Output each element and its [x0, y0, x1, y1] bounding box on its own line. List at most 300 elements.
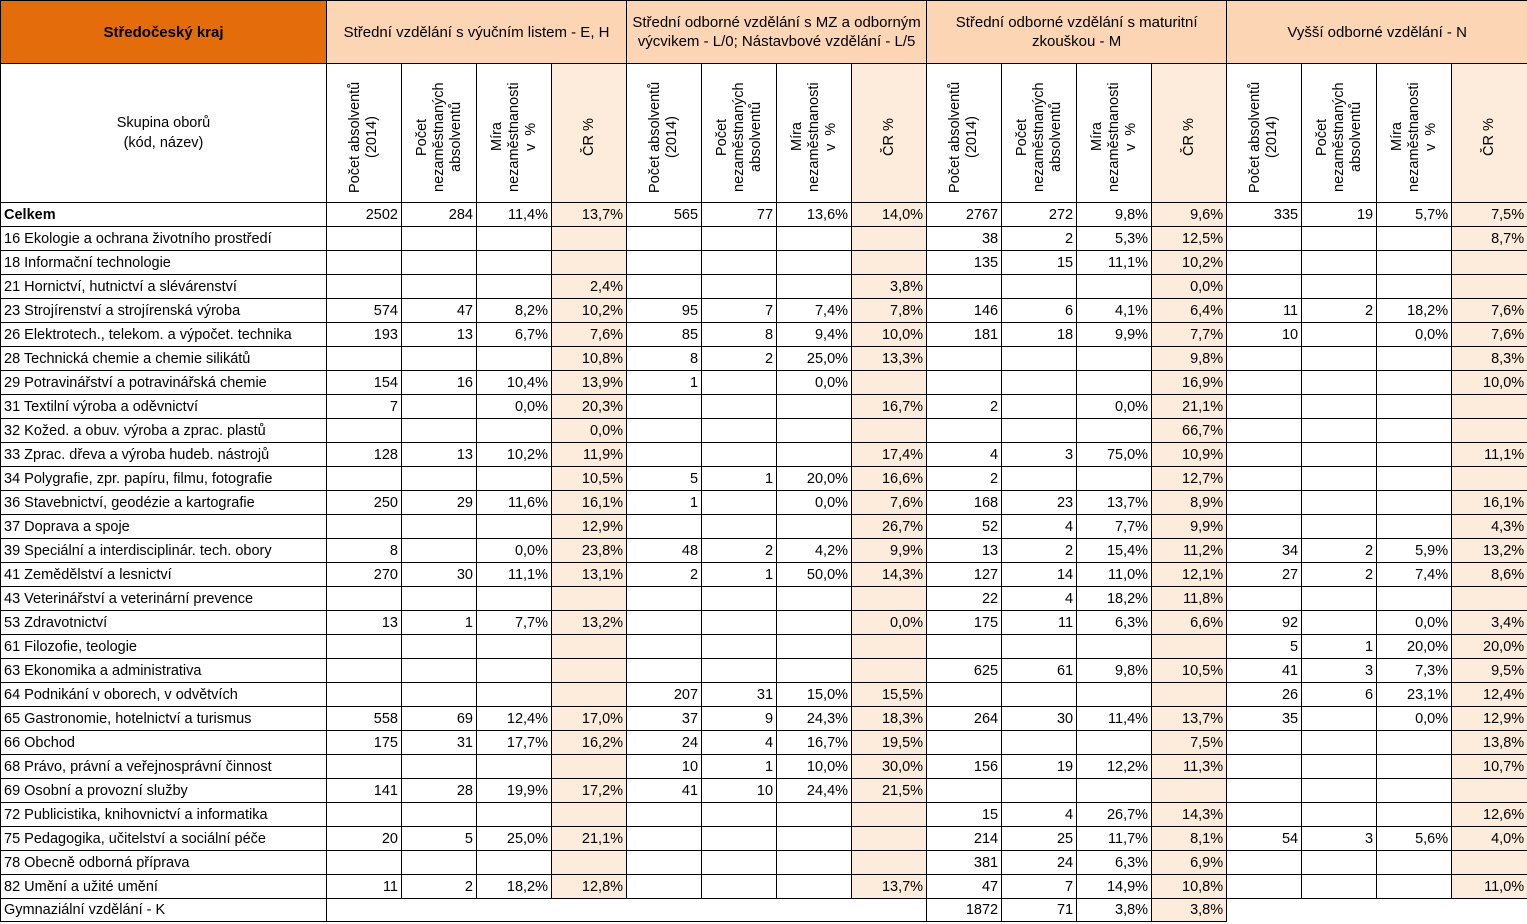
cell-m-cr-procent: 9,8%	[1152, 347, 1227, 371]
cell-n-mira-nezamestnanosti	[1377, 803, 1452, 827]
table-row	[1, 299, 1527, 323]
cell-l-pocet-nezamestnanych	[702, 875, 777, 899]
cell-m-cr-procent: 13,7%	[1152, 707, 1227, 731]
cell-m-mira-nezamestnanosti: 7,7%	[1077, 515, 1152, 539]
cell-eh-cr-procent: 0,0%	[552, 419, 627, 443]
cell-eh-pocet-absolventu: 154	[327, 371, 402, 395]
cell-n-pocet-absolventu	[1227, 443, 1302, 467]
cell-n-pocet-absolventu: 34	[1227, 539, 1302, 563]
cell-l-pocet-absolventu	[627, 587, 702, 611]
cell-n-mira-nezamestnanosti	[1377, 467, 1452, 491]
cell-n-mira-nezamestnanosti: 20,0%	[1377, 635, 1452, 659]
cell-m-pocet-nezamestnanych: 3	[1002, 443, 1077, 467]
cell-eh-cr-procent: 13,7%	[552, 203, 627, 227]
cell-n-pocet-absolventu	[1227, 587, 1302, 611]
cell-m-cr-procent: 10,2%	[1152, 251, 1227, 275]
row-label: 32 Kožed. a obuv. výroba a zprac. plastů	[1, 419, 327, 443]
table-row	[1, 803, 1527, 827]
cell-m-pocet-absolventu: 381	[927, 851, 1002, 875]
cell-l-cr-procent: 16,6%	[852, 467, 927, 491]
cell-m-pocet-absolventu: 52	[927, 515, 1002, 539]
cell-n-cr-procent: 9,5%	[1452, 659, 1527, 683]
cell-l-pocet-nezamestnanych: 8	[702, 323, 777, 347]
cell-n-cr-procent: 10,7%	[1452, 755, 1527, 779]
cell-m-pocet-absolventu: 13	[927, 539, 1002, 563]
cell-m-pocet-nezamestnanych: 18	[1002, 323, 1077, 347]
cell-m-mira-nezamestnanosti: 14,9%	[1077, 875, 1152, 899]
cell-eh-mira-nezamestnanosti: 19,9%	[477, 779, 552, 803]
cell-l-pocet-absolventu: 24	[627, 731, 702, 755]
cell-eh-pocet-absolventu: 7	[327, 395, 402, 419]
subheader-text: ČR %	[1481, 118, 1498, 156]
cell-m-pocet-nezamestnanych: 25	[1002, 827, 1077, 851]
table-row	[1, 395, 1527, 419]
cell-eh-cr-procent: 13,2%	[552, 611, 627, 635]
subheader-text: Míra nezaměstnanosti v %	[1388, 82, 1439, 192]
cell-m-pocet-nezamestnanych	[1002, 395, 1077, 419]
cell-eh-pocet-nezamestnanych: 16	[402, 371, 477, 395]
cell-l-pocet-nezamestnanych	[702, 827, 777, 851]
cell-m-pocet-nezamestnanych: 4	[1002, 587, 1077, 611]
cell-l-pocet-nezamestnanych	[702, 419, 777, 443]
cell-m-pocet-absolventu: 181	[927, 323, 1002, 347]
group-header-eh: Střední vzdělání s výučním listem - E, H	[327, 1, 627, 64]
cell-l-mira-nezamestnanosti: 7,4%	[777, 299, 852, 323]
cell-n-mira-nezamestnanosti	[1377, 875, 1452, 899]
cell-m-cr-procent: 12,7%	[1152, 467, 1227, 491]
cell-n-mira-nezamestnanosti	[1377, 347, 1452, 371]
cell-n-pocet-absolventu	[1227, 251, 1302, 275]
cell-m-mira-nezamestnanosti: 0,0%	[1077, 395, 1152, 419]
subheader-n-mira-nezamestnanosti	[1377, 64, 1452, 203]
cell-eh-cr-procent	[552, 227, 627, 251]
cell-eh-mira-nezamestnanosti: 17,7%	[477, 731, 552, 755]
table-row	[1, 515, 1527, 539]
cell-n-pocet-absolventu	[1227, 731, 1302, 755]
cell-n-mira-nezamestnanosti	[1377, 491, 1452, 515]
cell-eh-pocet-nezamestnanych: 47	[402, 299, 477, 323]
cell-n-cr-procent	[1452, 419, 1527, 443]
cell-n-pocet-nezamestnanych: 3	[1302, 827, 1377, 851]
cell-m-cr-procent: 14,3%	[1152, 803, 1227, 827]
cell-m-cr-procent: 10,5%	[1152, 659, 1227, 683]
row-label: Celkem	[1, 203, 327, 227]
subheader-l-mira-nezamestnanosti	[777, 64, 852, 203]
cell-eh-mira-nezamestnanosti: 12,4%	[477, 707, 552, 731]
cell-n-mira-nezamestnanosti	[1377, 395, 1452, 419]
subheader-l-cr-procent	[852, 64, 927, 203]
row-label: 75 Pedagogika, učitelství a sociální péče	[1, 827, 327, 851]
cell-m-mira-nezamestnanosti	[1077, 275, 1152, 299]
cell-eh-cr-procent: 20,3%	[552, 395, 627, 419]
cell-n-cr-procent: 8,6%	[1452, 563, 1527, 587]
cell-eh-pocet-nezamestnanych	[402, 395, 477, 419]
cell-eh-pocet-nezamestnanych: 284	[402, 203, 477, 227]
subheader-n-cr-procent	[1452, 64, 1527, 203]
cell-l-cr-procent	[852, 371, 927, 395]
cell-m-pocet-nezamestnanych	[1002, 347, 1077, 371]
row-label: 37 Doprava a spoje	[1, 515, 327, 539]
cell-m-pocet-absolventu	[927, 371, 1002, 395]
cell-eh-mira-nezamestnanosti	[477, 227, 552, 251]
row-label: 66 Obchod	[1, 731, 327, 755]
cell-n-pocet-absolventu	[1227, 491, 1302, 515]
cell-n-pocet-nezamestnanych	[1302, 491, 1377, 515]
cell-n-mira-nezamestnanosti	[1377, 515, 1452, 539]
cell-n-cr-procent: 11,0%	[1452, 875, 1527, 899]
gymnasium-cell-cr-procent: 3,8%	[1152, 899, 1227, 922]
cell-n-cr-procent: 7,5%	[1452, 203, 1527, 227]
cell-eh-cr-procent	[552, 803, 627, 827]
cell-l-cr-procent: 21,5%	[852, 779, 927, 803]
cell-eh-pocet-nezamestnanych	[402, 683, 477, 707]
cell-l-mira-nezamestnanosti	[777, 659, 852, 683]
row-label: 29 Potravinářství a potravinářská chemie	[1, 371, 327, 395]
cell-eh-pocet-absolventu	[327, 635, 402, 659]
cell-m-pocet-nezamestnanych	[1002, 635, 1077, 659]
subheader-m-pocet-nezamestnanych	[1002, 64, 1077, 203]
cell-n-pocet-nezamestnanych	[1302, 611, 1377, 635]
subheader-text: Míra nezaměstnanosti v %	[488, 82, 539, 192]
cell-n-mira-nezamestnanosti	[1377, 371, 1452, 395]
cell-m-cr-procent: 9,6%	[1152, 203, 1227, 227]
cell-l-cr-procent	[852, 659, 927, 683]
cell-m-mira-nezamestnanosti	[1077, 467, 1152, 491]
cell-l-pocet-absolventu: 1	[627, 371, 702, 395]
cell-m-pocet-absolventu: 135	[927, 251, 1002, 275]
cell-m-pocet-nezamestnanych	[1002, 371, 1077, 395]
cell-n-mira-nezamestnanosti: 5,6%	[1377, 827, 1452, 851]
cell-m-mira-nezamestnanosti: 11,0%	[1077, 563, 1152, 587]
cell-l-pocet-absolventu: 37	[627, 707, 702, 731]
cell-m-mira-nezamestnanosti	[1077, 371, 1152, 395]
cell-m-cr-procent: 7,5%	[1152, 731, 1227, 755]
cell-n-pocet-nezamestnanych: 3	[1302, 659, 1377, 683]
cell-n-pocet-absolventu	[1227, 227, 1302, 251]
cell-n-pocet-absolventu	[1227, 395, 1302, 419]
cell-n-cr-procent: 12,4%	[1452, 683, 1527, 707]
cell-m-cr-procent: 21,1%	[1152, 395, 1227, 419]
cell-l-pocet-nezamestnanych	[702, 803, 777, 827]
cell-m-mira-nezamestnanosti	[1077, 731, 1152, 755]
subheader-text: ČR %	[580, 118, 597, 156]
cell-m-mira-nezamestnanosti: 9,9%	[1077, 323, 1152, 347]
cell-eh-pocet-nezamestnanych	[402, 755, 477, 779]
cell-l-mira-nezamestnanosti: 20,0%	[777, 467, 852, 491]
cell-eh-mira-nezamestnanosti: 7,7%	[477, 611, 552, 635]
cell-eh-pocet-nezamestnanych	[402, 539, 477, 563]
cell-l-cr-procent: 16,7%	[852, 395, 927, 419]
cell-m-pocet-absolventu: 47	[927, 875, 1002, 899]
row-label: 31 Textilní výroba a oděvnictví	[1, 395, 327, 419]
cell-n-pocet-absolventu	[1227, 779, 1302, 803]
gymnasium-cell-mira-nezamestnanosti: 3,8%	[1077, 899, 1152, 922]
cell-eh-pocet-absolventu: 20	[327, 827, 402, 851]
cell-m-mira-nezamestnanosti: 26,7%	[1077, 803, 1152, 827]
cell-m-cr-procent: 10,9%	[1152, 443, 1227, 467]
cell-n-mira-nezamestnanosti: 7,4%	[1377, 563, 1452, 587]
cell-eh-pocet-absolventu	[327, 683, 402, 707]
cell-eh-pocet-absolventu	[327, 347, 402, 371]
cell-eh-mira-nezamestnanosti: 10,2%	[477, 443, 552, 467]
cell-l-cr-procent	[852, 227, 927, 251]
cell-eh-pocet-absolventu	[327, 467, 402, 491]
cell-n-mira-nezamestnanosti: 18,2%	[1377, 299, 1452, 323]
cell-n-pocet-nezamestnanych	[1302, 587, 1377, 611]
cell-l-pocet-absolventu	[627, 659, 702, 683]
cell-eh-mira-nezamestnanosti: 11,6%	[477, 491, 552, 515]
cell-eh-cr-procent	[552, 251, 627, 275]
cell-m-cr-procent: 9,9%	[1152, 515, 1227, 539]
cell-n-pocet-nezamestnanych	[1302, 251, 1377, 275]
cell-l-mira-nezamestnanosti	[777, 827, 852, 851]
table-row	[1, 587, 1527, 611]
cell-n-cr-procent: 3,4%	[1452, 611, 1527, 635]
cell-eh-pocet-absolventu: 193	[327, 323, 402, 347]
cell-m-pocet-nezamestnanych: 61	[1002, 659, 1077, 683]
cell-eh-mira-nezamestnanosti	[477, 515, 552, 539]
subheader-l-pocet-absolventu	[627, 64, 702, 203]
cell-m-pocet-nezamestnanych: 7	[1002, 875, 1077, 899]
cell-m-mira-nezamestnanosti	[1077, 683, 1152, 707]
cell-n-pocet-nezamestnanych	[1302, 707, 1377, 731]
cell-m-cr-procent: 8,1%	[1152, 827, 1227, 851]
cell-m-mira-nezamestnanosti: 11,1%	[1077, 251, 1152, 275]
table-row	[1, 323, 1527, 347]
cell-eh-cr-procent: 21,1%	[552, 827, 627, 851]
cell-eh-pocet-absolventu	[327, 755, 402, 779]
cell-m-pocet-nezamestnanych: 4	[1002, 803, 1077, 827]
cell-n-pocet-absolventu: 92	[1227, 611, 1302, 635]
cell-n-mira-nezamestnanosti: 23,1%	[1377, 683, 1452, 707]
cell-m-pocet-nezamestnanych: 11	[1002, 611, 1077, 635]
table-row	[1, 539, 1527, 563]
cell-l-mira-nezamestnanosti	[777, 443, 852, 467]
cell-l-cr-procent: 18,3%	[852, 707, 927, 731]
cell-l-pocet-absolventu	[627, 395, 702, 419]
cell-eh-mira-nezamestnanosti: 0,0%	[477, 539, 552, 563]
cell-l-cr-procent: 13,3%	[852, 347, 927, 371]
cell-m-pocet-nezamestnanych: 272	[1002, 203, 1077, 227]
cell-l-pocet-absolventu	[627, 875, 702, 899]
cell-m-pocet-absolventu: 2	[927, 467, 1002, 491]
cell-l-pocet-absolventu: 8	[627, 347, 702, 371]
cell-eh-pocet-absolventu: 128	[327, 443, 402, 467]
cell-l-mira-nezamestnanosti	[777, 515, 852, 539]
cell-m-mira-nezamestnanosti: 13,7%	[1077, 491, 1152, 515]
cell-eh-pocet-absolventu: 13	[327, 611, 402, 635]
row-label: 26 Elektrotech., telekom. a výpočet. technika	[1, 323, 327, 347]
cell-eh-pocet-nezamestnanych: 28	[402, 779, 477, 803]
cell-n-pocet-nezamestnanych	[1302, 323, 1377, 347]
cell-eh-pocet-nezamestnanych: 13	[402, 323, 477, 347]
cell-m-pocet-nezamestnanych: 14	[1002, 563, 1077, 587]
subheader-text: Počet nezaměstnaných absolventů	[413, 82, 464, 192]
row-label: 69 Osobní a provozní služby	[1, 779, 327, 803]
cell-eh-pocet-absolventu: 11	[327, 875, 402, 899]
cell-eh-pocet-absolventu	[327, 419, 402, 443]
cell-n-pocet-nezamestnanych	[1302, 875, 1377, 899]
cell-l-pocet-nezamestnanych	[702, 659, 777, 683]
cell-m-pocet-nezamestnanych: 15	[1002, 251, 1077, 275]
cell-m-pocet-absolventu: 2767	[927, 203, 1002, 227]
cell-n-mira-nezamestnanosti: 7,3%	[1377, 659, 1452, 683]
gymnasium-cell-pocet-nezamestnanych: 71	[1002, 899, 1077, 922]
cell-m-pocet-absolventu	[927, 683, 1002, 707]
row-label: 78 Obecně odborná příprava	[1, 851, 327, 875]
cell-eh-pocet-absolventu	[327, 515, 402, 539]
cell-eh-mira-nezamestnanosti	[477, 251, 552, 275]
cell-eh-pocet-nezamestnanych	[402, 227, 477, 251]
table-row	[1, 563, 1527, 587]
cell-n-cr-procent	[1452, 587, 1527, 611]
group-header-m: Střední odborné vzdělání s maturitní zkouškou - M	[927, 1, 1227, 64]
cell-eh-mira-nezamestnanosti: 25,0%	[477, 827, 552, 851]
cell-l-cr-procent: 10,0%	[852, 323, 927, 347]
row-label: 82 Umění a užité umění	[1, 875, 327, 899]
cell-eh-mira-nezamestnanosti	[477, 659, 552, 683]
cell-eh-pocet-nezamestnanych: 31	[402, 731, 477, 755]
row-label: 43 Veterinářství a veterinární prevence	[1, 587, 327, 611]
table-row	[1, 611, 1527, 635]
cell-eh-cr-procent: 12,8%	[552, 875, 627, 899]
cell-eh-pocet-absolventu: 141	[327, 779, 402, 803]
cell-n-pocet-nezamestnanych	[1302, 395, 1377, 419]
cell-l-pocet-absolventu: 5	[627, 467, 702, 491]
cell-eh-cr-procent: 16,2%	[552, 731, 627, 755]
table-row	[1, 851, 1527, 875]
subheader-n-pocet-nezamestnanych	[1302, 64, 1377, 203]
cell-eh-pocet-nezamestnanych	[402, 851, 477, 875]
subheader-text: Počet nezaměstnaných absolventů	[1313, 82, 1364, 192]
subheader-m-cr-procent	[1152, 64, 1227, 203]
cell-eh-pocet-absolventu: 2502	[327, 203, 402, 227]
cell-eh-mira-nezamestnanosti	[477, 347, 552, 371]
cell-eh-pocet-absolventu	[327, 587, 402, 611]
cell-m-cr-procent: 0,0%	[1152, 275, 1227, 299]
cell-n-pocet-absolventu: 35	[1227, 707, 1302, 731]
cell-l-pocet-absolventu: 85	[627, 323, 702, 347]
cell-l-pocet-absolventu	[627, 227, 702, 251]
cell-eh-pocet-nezamestnanych	[402, 251, 477, 275]
cell-n-pocet-nezamestnanych: 2	[1302, 539, 1377, 563]
cell-m-mira-nezamestnanosti: 9,8%	[1077, 659, 1152, 683]
row-label: 16 Ekologie a ochrana životního prostředí	[1, 227, 327, 251]
cell-l-mira-nezamestnanosti	[777, 803, 852, 827]
subheader-text: Míra nezaměstnanosti v %	[1088, 82, 1139, 192]
cell-m-pocet-nezamestnanych: 23	[1002, 491, 1077, 515]
cell-l-mira-nezamestnanosti: 9,4%	[777, 323, 852, 347]
cell-m-cr-procent: 6,6%	[1152, 611, 1227, 635]
cell-m-pocet-nezamestnanych	[1002, 731, 1077, 755]
cell-m-cr-procent: 6,4%	[1152, 299, 1227, 323]
cell-eh-pocet-absolventu	[327, 275, 402, 299]
cell-eh-pocet-absolventu	[327, 251, 402, 275]
cell-n-pocet-absolventu: 5	[1227, 635, 1302, 659]
row-header-label: Skupina oborů (kód, název)	[1, 64, 327, 203]
cell-l-cr-procent	[852, 803, 927, 827]
gymnasium-empty-tail	[1227, 899, 1527, 922]
cell-l-pocet-absolventu	[627, 251, 702, 275]
cell-n-pocet-nezamestnanych	[1302, 731, 1377, 755]
cell-eh-pocet-absolventu: 8	[327, 539, 402, 563]
cell-l-mira-nezamestnanosti: 25,0%	[777, 347, 852, 371]
cell-l-pocet-nezamestnanych: 4	[702, 731, 777, 755]
gymnasium-empty-span	[327, 899, 927, 922]
subheader-text: Počet absolventů (2014)	[1247, 81, 1281, 193]
cell-n-pocet-nezamestnanych	[1302, 443, 1377, 467]
cell-m-cr-procent	[1152, 683, 1227, 707]
cell-eh-pocet-absolventu	[327, 803, 402, 827]
cell-l-pocet-nezamestnanych	[702, 491, 777, 515]
cell-m-pocet-absolventu: 22	[927, 587, 1002, 611]
cell-l-cr-procent	[852, 851, 927, 875]
region-title: Středočeský kraj	[1, 1, 327, 64]
cell-n-pocet-absolventu: 335	[1227, 203, 1302, 227]
cell-n-mira-nezamestnanosti	[1377, 851, 1452, 875]
cell-eh-mira-nezamestnanosti: 10,4%	[477, 371, 552, 395]
cell-l-pocet-nezamestnanych	[702, 587, 777, 611]
cell-eh-cr-procent: 11,9%	[552, 443, 627, 467]
cell-n-pocet-nezamestnanych	[1302, 371, 1377, 395]
cell-eh-mira-nezamestnanosti	[477, 467, 552, 491]
cell-l-pocet-nezamestnanych: 1	[702, 467, 777, 491]
table-row	[1, 683, 1527, 707]
row-label: 36 Stavebnictví, geodézie a kartografie	[1, 491, 327, 515]
cell-n-cr-procent: 7,6%	[1452, 323, 1527, 347]
cell-eh-cr-procent: 23,8%	[552, 539, 627, 563]
cell-m-mira-nezamestnanosti: 6,3%	[1077, 611, 1152, 635]
cell-l-pocet-absolventu	[627, 851, 702, 875]
cell-m-pocet-absolventu: 15	[927, 803, 1002, 827]
cell-eh-pocet-nezamestnanych: 2	[402, 875, 477, 899]
cell-n-pocet-absolventu	[1227, 875, 1302, 899]
cell-l-pocet-nezamestnanych	[702, 227, 777, 251]
cell-n-pocet-absolventu	[1227, 803, 1302, 827]
cell-n-pocet-absolventu: 11	[1227, 299, 1302, 323]
cell-m-mira-nezamestnanosti: 6,3%	[1077, 851, 1152, 875]
cell-m-mira-nezamestnanosti	[1077, 347, 1152, 371]
cell-n-cr-procent: 8,7%	[1452, 227, 1527, 251]
cell-n-pocet-absolventu	[1227, 419, 1302, 443]
cell-eh-cr-procent: 12,9%	[552, 515, 627, 539]
subheader-m-pocet-absolventu	[927, 64, 1002, 203]
cell-eh-pocet-absolventu	[327, 851, 402, 875]
cell-l-mira-nezamestnanosti: 24,3%	[777, 707, 852, 731]
cell-l-cr-procent: 13,7%	[852, 875, 927, 899]
subheader-text: Počet absolventů (2014)	[347, 81, 380, 193]
cell-m-pocet-nezamestnanych: 6	[1002, 299, 1077, 323]
cell-l-cr-procent: 3,8%	[852, 275, 927, 299]
cell-l-pocet-absolventu	[627, 635, 702, 659]
subheader-eh-cr-procent	[552, 64, 627, 203]
cell-l-pocet-absolventu: 95	[627, 299, 702, 323]
cell-m-pocet-absolventu: 146	[927, 299, 1002, 323]
group-header-l: Střední odborné vzdělání s MZ a odborným výcvikem - L/0; Nástavbové vzdělání - L/5	[627, 1, 927, 64]
cell-m-pocet-absolventu	[927, 731, 1002, 755]
cell-l-pocet-nezamestnanych	[702, 251, 777, 275]
cell-eh-cr-procent	[552, 635, 627, 659]
cell-m-cr-procent: 11,2%	[1152, 539, 1227, 563]
cell-l-mira-nezamestnanosti: 13,6%	[777, 203, 852, 227]
cell-m-pocet-absolventu: 175	[927, 611, 1002, 635]
cell-l-mira-nezamestnanosti	[777, 611, 852, 635]
row-label: 53 Zdravotnictví	[1, 611, 327, 635]
cell-m-pocet-nezamestnanych: 2	[1002, 539, 1077, 563]
cell-m-pocet-absolventu	[927, 419, 1002, 443]
cell-m-mira-nezamestnanosti: 75,0%	[1077, 443, 1152, 467]
cell-m-pocet-absolventu	[927, 779, 1002, 803]
